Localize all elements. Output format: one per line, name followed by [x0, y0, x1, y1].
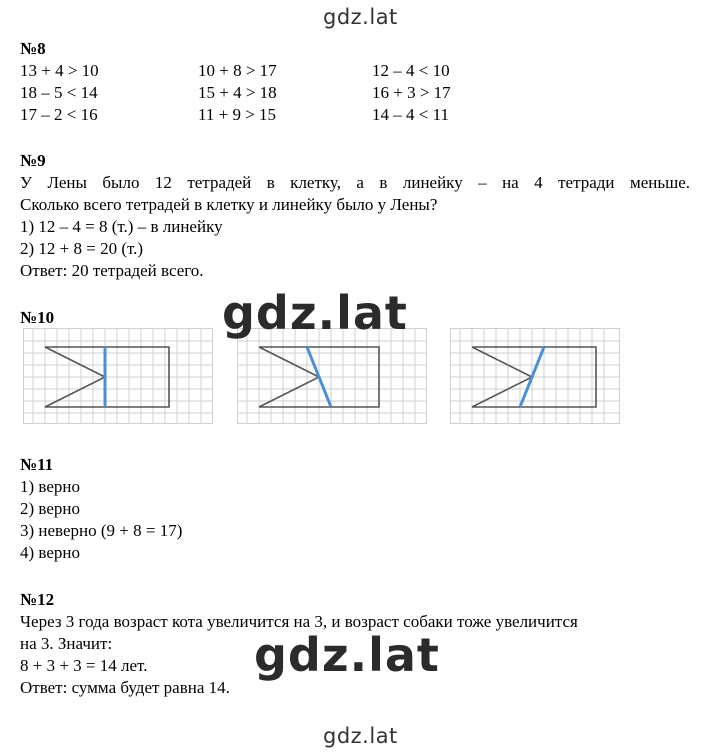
- watermark-bottom: gdz.lat: [323, 724, 398, 748]
- task-9-line-5: Ответ: 20 тетрадей всего.: [20, 261, 204, 280]
- task-12-line-3: 8 + 3 + 3 = 14 лет.: [20, 656, 148, 675]
- watermark-top: gdz.lat: [323, 5, 398, 29]
- task-8-r3c3: 14 – 4 < 11: [372, 105, 449, 124]
- watermark-middle: gdz.lat: [222, 286, 408, 340]
- task-9-line-4: 2) 12 + 8 = 20 (т.): [20, 239, 144, 258]
- task-11-item-1: 1) верно: [20, 477, 80, 496]
- task-12-line-4: Ответ: сумма будет равна 14.: [20, 678, 230, 697]
- task-8-r2c3: 16 + 3 > 17: [372, 83, 451, 102]
- task-10-heading: №10: [20, 308, 55, 327]
- task-11-item-4: 4) верно: [20, 543, 80, 562]
- figure-2: [237, 328, 427, 424]
- task-9-line-1: У Лены было 12 тетрадей в клетку, а в линейку – на 4 тетради меньше.: [20, 173, 690, 192]
- task-8-r1c3: 12 – 4 < 10: [372, 61, 450, 80]
- task-12-line-1: Через 3 года возраст кота увеличится на 3, и возраст собаки тоже увеличится: [20, 612, 578, 631]
- task-8-heading: №8: [20, 39, 46, 58]
- figure-1: [23, 328, 213, 424]
- watermark-lower: gdz.lat: [254, 628, 440, 682]
- figure-3-grid: [450, 328, 620, 424]
- task-8-r2c2: 15 + 4 > 18: [198, 83, 277, 102]
- task-11-item-2: 2) верно: [20, 499, 80, 518]
- task-8-r1c1: 13 + 4 > 10: [20, 61, 99, 80]
- figure-1-grid: [23, 328, 213, 424]
- task-12-heading: №12: [20, 590, 55, 609]
- task-9-line-3: 1) 12 – 4 = 8 (т.) – в линейку: [20, 217, 223, 236]
- task-11-item-3: 3) неверно (9 + 8 = 17): [20, 521, 183, 540]
- task-11-heading: №11: [20, 455, 54, 474]
- figure-3: [450, 328, 620, 424]
- task-8-r1c2: 10 + 8 > 17: [198, 61, 277, 80]
- task-8-r3c1: 17 – 2 < 16: [20, 105, 98, 124]
- task-9-line-2: Сколько всего тетрадей в клетку и линейку было у Лены?: [20, 195, 438, 214]
- figure-2-grid: [237, 328, 427, 424]
- task-8-r3c2: 11 + 9 > 15: [198, 105, 277, 124]
- task-8-r2c1: 18 – 5 < 14: [20, 83, 98, 102]
- task-12-line-2: на 3. Значит:: [20, 634, 113, 653]
- task-9-heading: №9: [20, 151, 46, 170]
